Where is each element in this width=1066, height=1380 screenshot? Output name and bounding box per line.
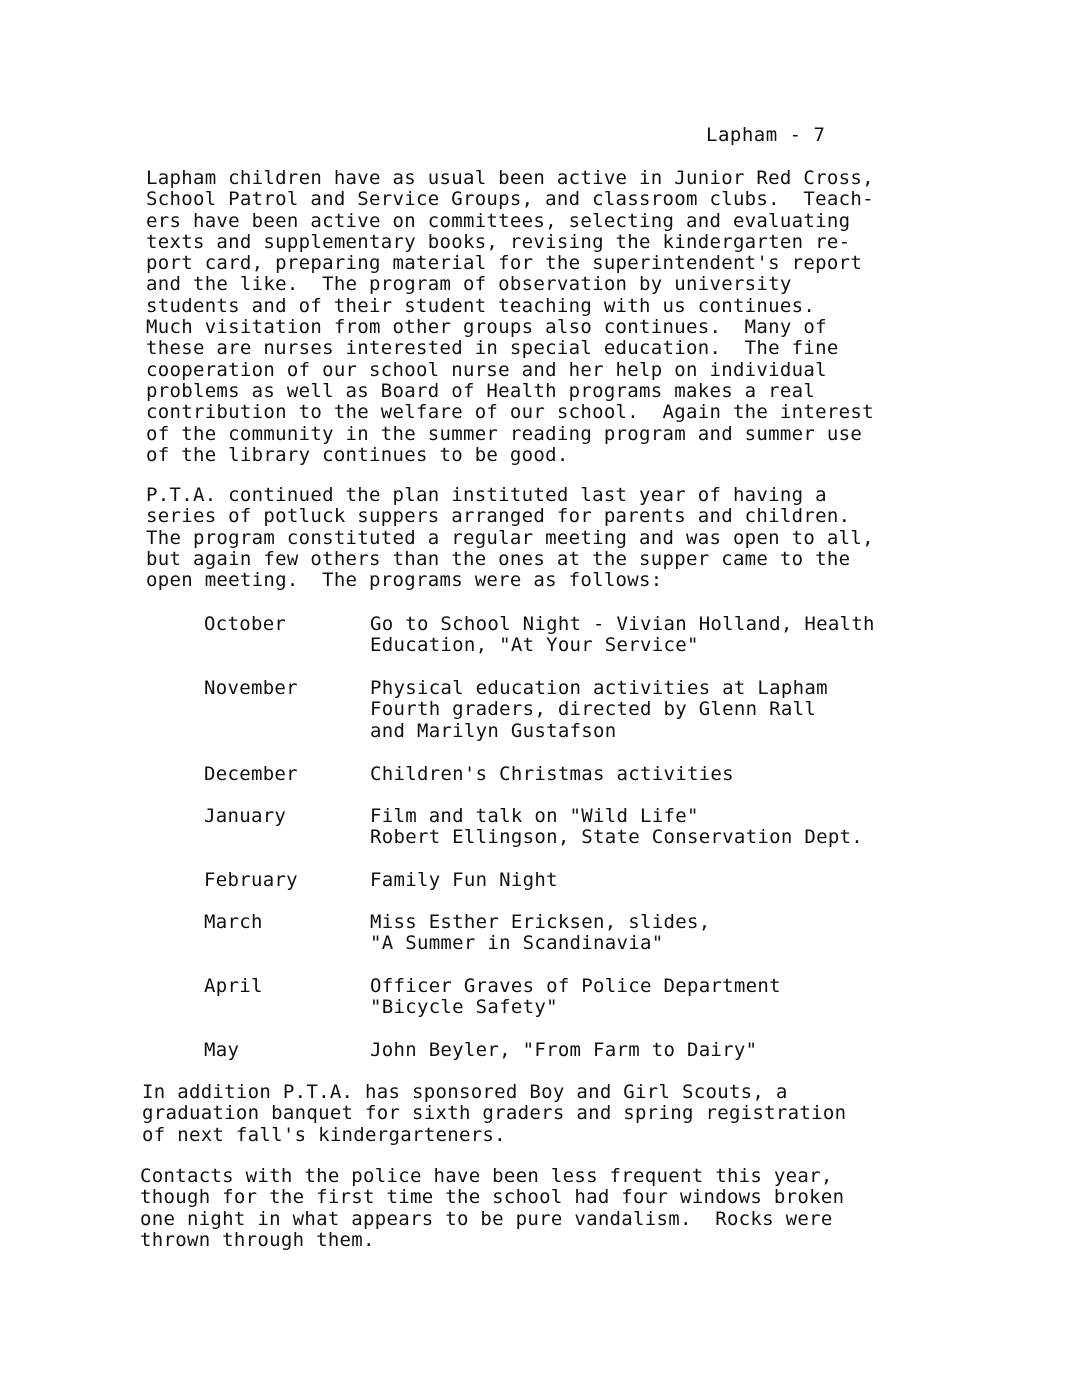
schedule-row [204,614,944,678]
schedule-month: November [204,677,298,699]
pta-program-schedule [204,614,944,1082]
page-header: Lapham - 7 [706,124,826,146]
paragraph-activities: Lapham children have as usual been active in Junior Red Cross, School Patrol and Service Groups, and classroom clubs. Teach- ers have been active on committees, selecting and evaluating texts and supplementary books, revising the kindergarten re- port card, preparing material for the superintendent's report and the like. The program of observation by university students and of their student teaching with us continues. Much visitation from other groups also continues. Many of these are nurses interested in special education. The fine cooperation of our school nurse and her help on individual problems as well as Board of Health programs makes a real contribution to the welfare of our school. Again the interest of the community in the summer reading program and summer use of the library continues to be good. [146,167,874,466]
schedule-month: February [204,869,298,891]
schedule-month: December [204,763,298,785]
schedule-row [204,976,944,1040]
schedule-description: Children's Christmas activities [370,763,734,785]
schedule-row [204,678,944,764]
schedule-month: October [204,613,287,635]
schedule-description: Film and talk on "Wild Life" Robert Ellingson, State Conservation Dept. [370,805,864,849]
schedule-description: Family Fun Night [370,869,558,891]
schedule-row [204,764,944,806]
schedule-description: Go to School Night - Vivian Holland, Health Education, "At Your Service" [370,613,875,657]
paragraph-police-contacts: Contacts with the police have been less frequent this year, though for the first time the school had four windows broken one night in what appears to be pure vandalism. Rocks were thrown through them. [140,1165,845,1251]
schedule-description: Officer Graves of Police Department "Bicycle Safety" [370,975,781,1019]
schedule-description: Physical education activities at Lapham Fourth graders, directed by Glenn Rall and Marilyn Gustafson [370,677,828,742]
schedule-description: Miss Esther Ericksen, slides, "A Summer in Scandinavia" [370,911,711,955]
schedule-month: January [204,805,287,827]
schedule-month: May [204,1039,240,1061]
schedule-row [204,912,944,976]
paragraph-pta-sponsorship: In addition P.T.A. has sponsored Boy and Girl Scouts, a graduation banquet for sixth graders and spring registration of next fall's kindergarteners. [142,1081,847,1146]
schedule-month: March [204,911,263,933]
schedule-month: April [204,975,263,997]
schedule-description: John Beyler, "From Farm to Dairy" [370,1039,758,1061]
schedule-row [204,806,944,870]
schedule-row [204,870,944,912]
paragraph-pta-suppers: P.T.A. continued the plan instituted last year of having a series of potluck suppers arranged for parents and children. The program constituted a regular meeting and was open to all, but again few others than the ones at the supper came to the open meeting. The programs were as follows: [146,484,874,592]
schedule-row [204,1040,944,1082]
